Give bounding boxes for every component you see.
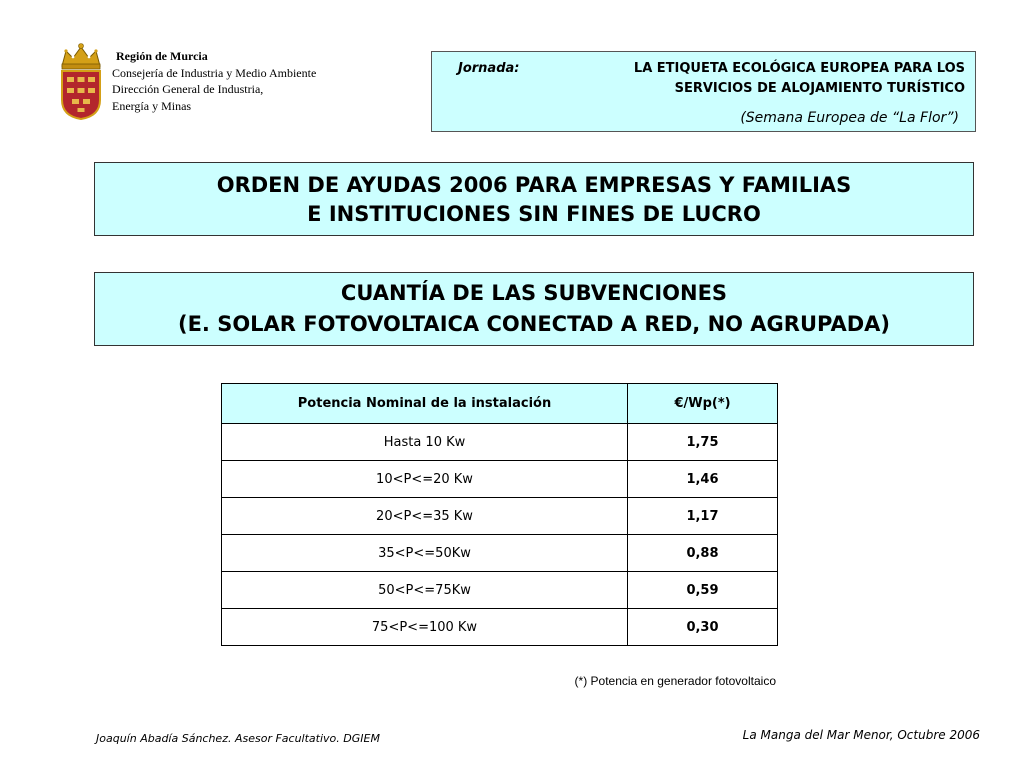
table-footnote: (*) Potencia en generador fotovoltaico [574, 674, 776, 688]
table-row [222, 572, 778, 609]
power-range-cell: 10<P<=20 Kw [222, 461, 628, 498]
table-header-row [222, 384, 778, 424]
rate-cell: 0,30 [628, 609, 778, 646]
subtitle-line1: CUANTÍA DE LAS SUBVENCIONES [340, 281, 728, 305]
table-row [222, 535, 778, 572]
subtitle-banner [94, 272, 974, 346]
jornada-subtitle: (Semana Europea de “La Flor”) [740, 110, 959, 126]
jornada-box [431, 51, 976, 132]
table-row [222, 498, 778, 535]
subtitle-line2: (E. SOLAR FOTOVOLTAICA CONECTAD A RED, NO AGRUPADA) [177, 312, 891, 336]
rate-cell: 0,59 [628, 572, 778, 609]
rate-cell: 1,17 [628, 498, 778, 535]
org-directorate: Dirección General de Industria, [112, 82, 264, 96]
title-line1: ORDEN DE AYUDAS 2006 PARA EMPRESAS Y FAMILIAS [216, 173, 852, 197]
footer-place-date: La Manga del Mar Menor, Octubre 2006 [742, 728, 980, 742]
table-row [222, 609, 778, 646]
org-department: Consejería de Industria y Medio Ambiente [112, 65, 317, 80]
rate-cell: 0,88 [628, 535, 778, 572]
org-name: Región de Murcia [116, 49, 208, 63]
table-row [222, 424, 778, 461]
title-line2: E INSTITUCIONES SIN FINES DE LUCRO [307, 202, 761, 226]
power-range-cell: Hasta 10 Kw [222, 424, 628, 461]
column-header-power: Potencia Nominal de la instalación [222, 384, 628, 424]
rate-cell: 1,46 [628, 461, 778, 498]
subsidy-table [221, 383, 778, 646]
org-area: Energía y Minas [112, 98, 192, 113]
power-range-cell: 50<P<=75Kw [222, 572, 628, 609]
jornada-title-line1: LA ETIQUETA ECOLÓGICA EUROPEA PARA LOS [633, 61, 965, 76]
footer-author: Joaquín Abadía Sánchez. Asesor Facultativo. DGIEM [96, 732, 380, 745]
murcia-coat-of-arms-icon [58, 42, 104, 120]
rate-cell: 1,75 [628, 424, 778, 461]
table-row [222, 461, 778, 498]
title-banner [94, 162, 974, 236]
organization-block [112, 48, 316, 114]
jornada-title-line2: SERVICIOS DE ALOJAMIENTO TURÍSTICO [674, 81, 965, 96]
jornada-label: Jornada: [458, 61, 520, 76]
column-header-rate: €/Wp(*) [628, 384, 778, 424]
power-range-cell: 35<P<=50Kw [222, 535, 628, 572]
power-range-cell: 75<P<=100 Kw [222, 609, 628, 646]
power-range-cell: 20<P<=35 Kw [222, 498, 628, 535]
